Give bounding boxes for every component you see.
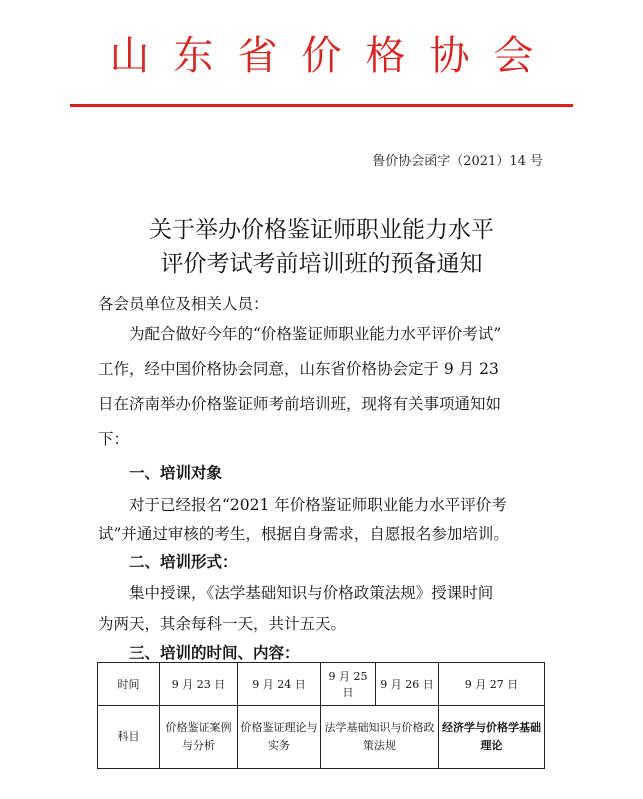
- document-number: 鲁价协会函字（2021）14 号: [372, 154, 543, 169]
- salutation: 各会员单位及相关人员：: [98, 295, 269, 313]
- section-1-line-2: 试”并通过审核的考生，根据自身需求，自愿报名参加培训。: [98, 525, 509, 543]
- section-2-line-1: 集中授课，《法学基础知识与价格政策法规》授课时间: [129, 584, 494, 602]
- intro-line-3: 日在济南举办价格鉴证师考前培训班，现将有关事项通知如: [98, 395, 502, 413]
- subject-cell: 价格鉴证案例与分析: [160, 706, 238, 769]
- date-cell: 9 月 24 日: [238, 663, 321, 706]
- schedule-subject-row: [98, 706, 545, 769]
- document-title: [0, 213, 643, 281]
- date-cell: 9 月 23 日: [160, 663, 238, 706]
- intro-line-4: 下：: [98, 430, 130, 448]
- schedule-time-row: [98, 663, 545, 706]
- time-header-cell: 时间: [98, 663, 160, 706]
- subject-header-cell: 科目: [98, 706, 160, 769]
- section-1-line-1: 对于已经报名“2021 年价格鉴证师职业能力水平评价考: [129, 496, 507, 514]
- intro-line-2: 工作，经中国价格协会同意，山东省价格协会定于 9 月 23: [98, 360, 499, 378]
- subject-cell: 价格鉴证理论与实务: [238, 706, 321, 769]
- section-3-heading: 三、培训的时间、内容：: [129, 643, 300, 662]
- section-1-heading: 一、培训对象: [129, 463, 223, 482]
- date-cell: 9 月 27 日: [439, 663, 545, 706]
- section-2-heading: 二、培训形式：: [129, 552, 238, 571]
- schedule-table: [97, 662, 545, 769]
- document-title-line-2: 评价考试考前培训班的预备通知: [160, 251, 483, 277]
- red-divider-line: [70, 104, 573, 107]
- date-cell: 9 月 26 日: [376, 663, 439, 706]
- org-letterhead: 山东省价格协会: [109, 33, 558, 79]
- intro-line-1: 为配合做好今年的“价格鉴证师职业能力水平评价考试”: [129, 325, 502, 343]
- date-cell: 9 月 25 日: [321, 663, 376, 706]
- section-2-line-2: 为两天，其余每科一天，共计五天。: [98, 615, 347, 633]
- subject-cell: 法学基础知识与价格政策法规: [321, 706, 439, 769]
- subject-cell: 经济学与价格学基础理论: [439, 706, 545, 769]
- document-title-line-1: 关于举办价格鉴证师职业能力水平: [149, 217, 494, 243]
